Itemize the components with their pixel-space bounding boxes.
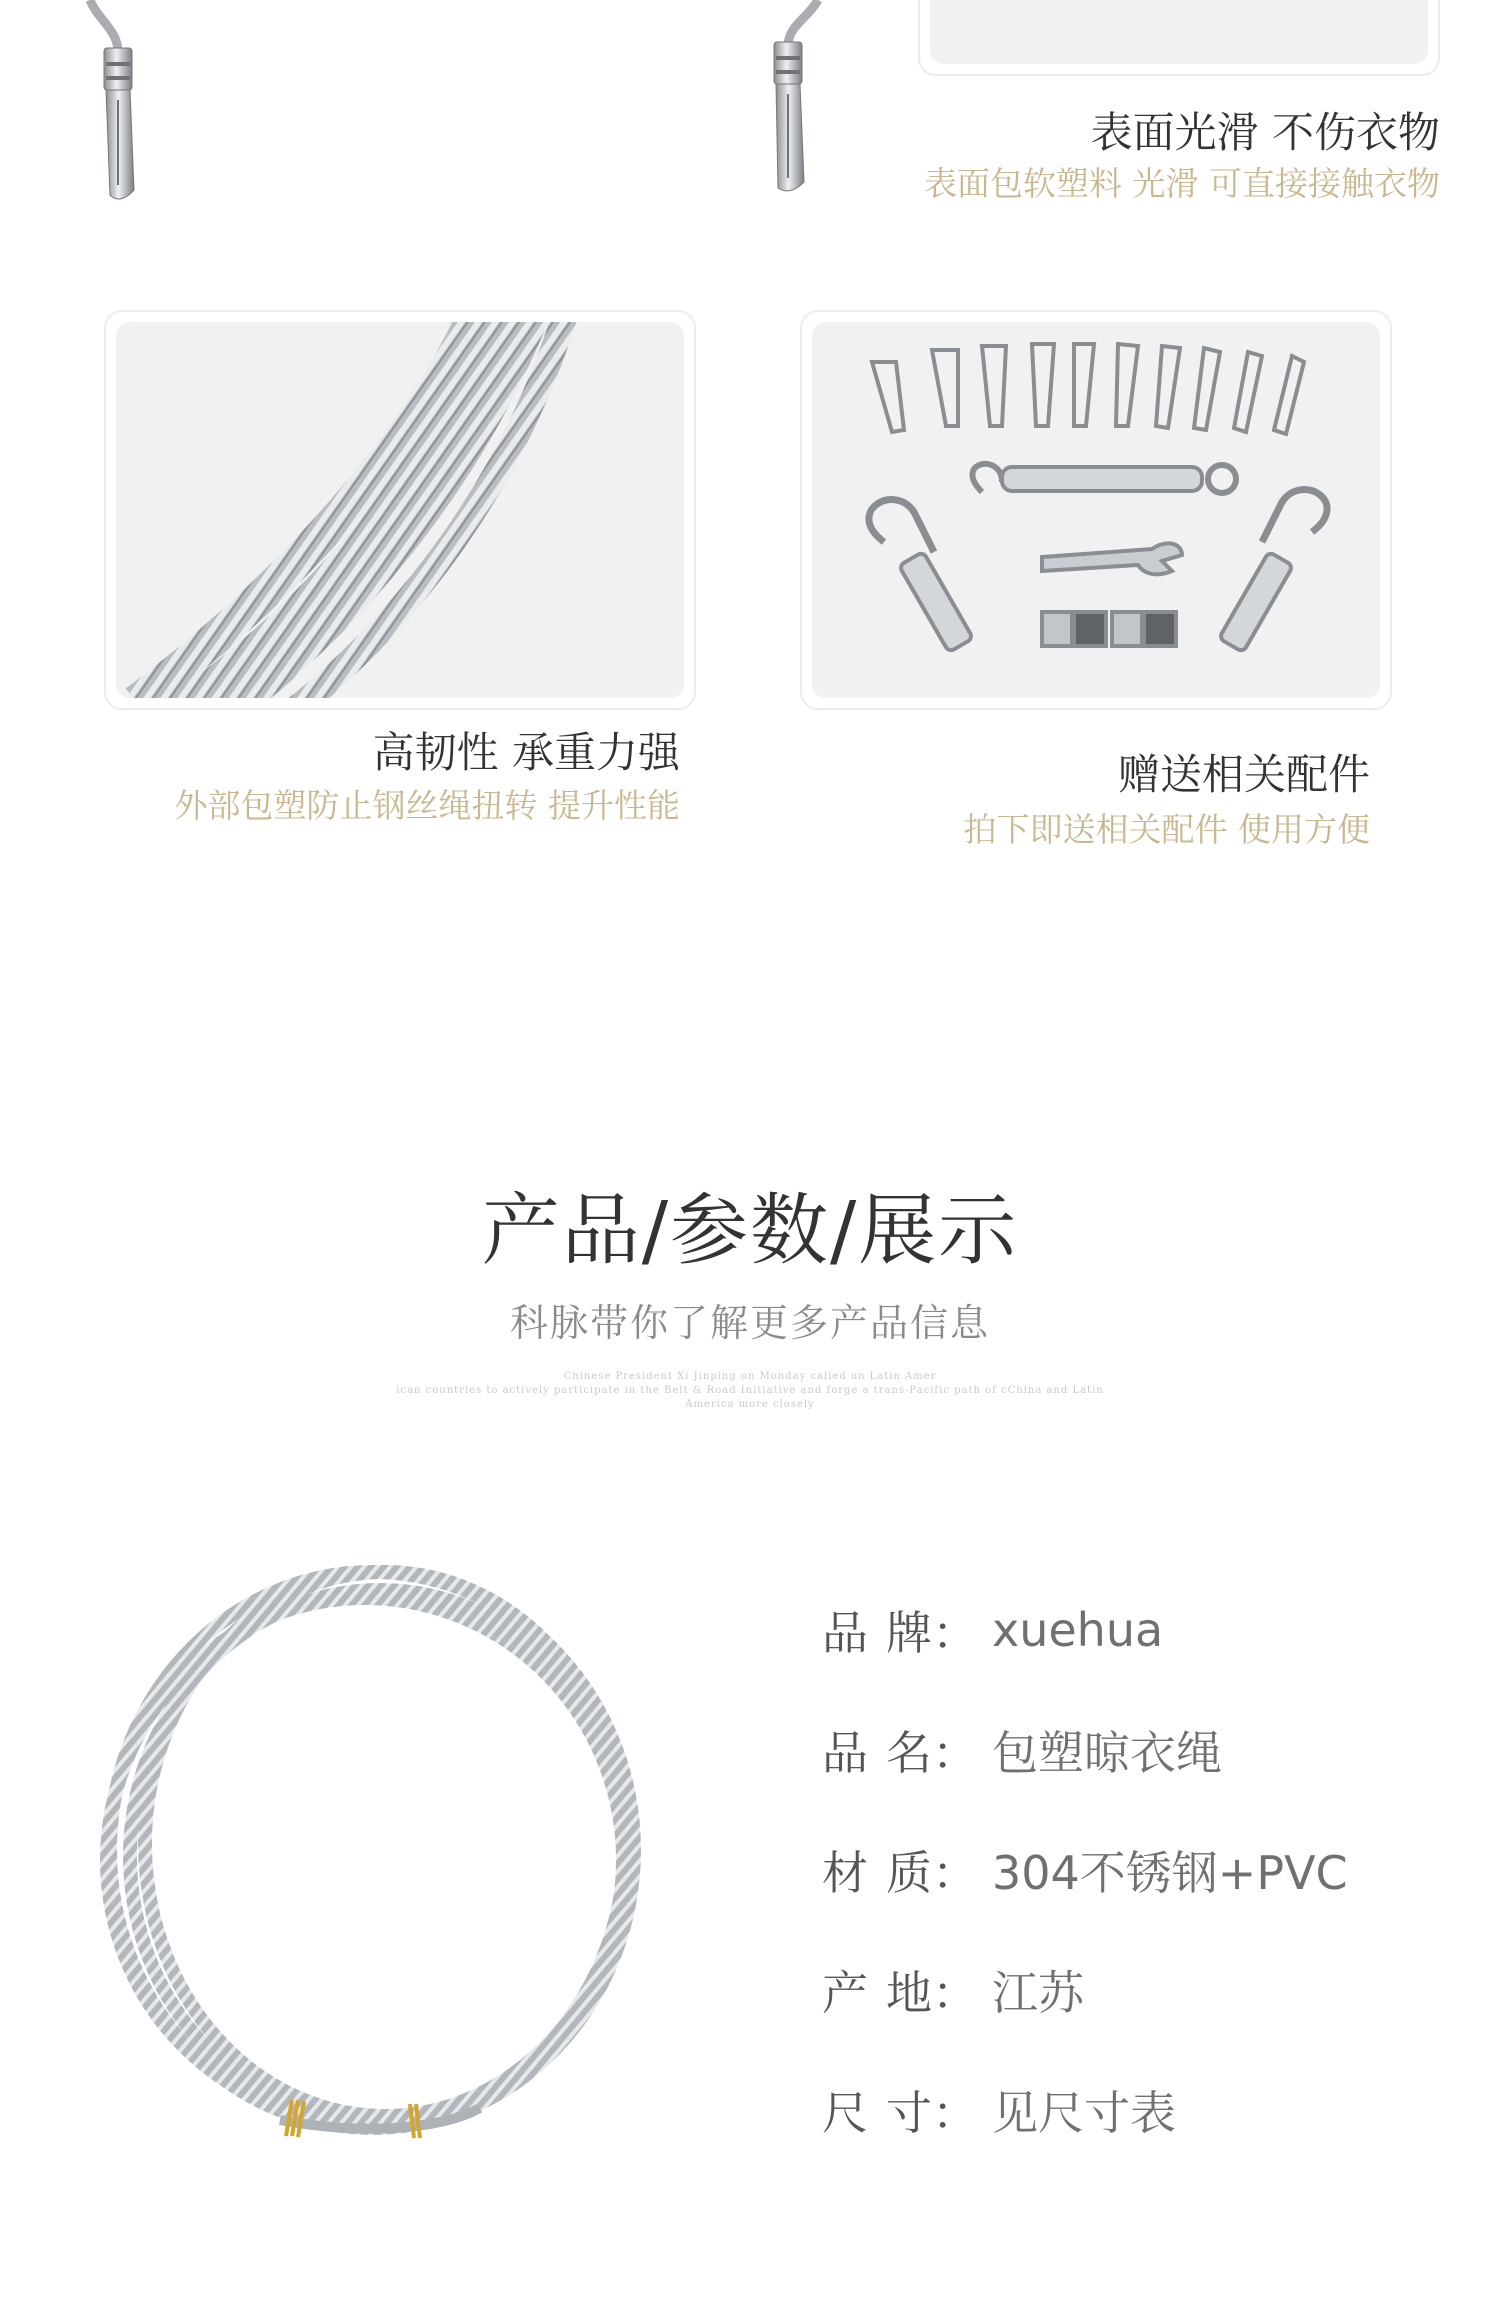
spec-value-product-name: 包塑晾衣绳 [992,1726,1222,1780]
feature-subtitle-high-toughness: 外部包塑防止钢丝绳扭转 提升性能 [174,786,680,825]
spec-value-brand: xuehua [992,1603,1164,1657]
spec-row-size [822,2080,1176,2140]
hook-bolt-image-left [60,0,170,210]
spec-colon: ： [932,2086,978,2140]
feature-image-frame-top-right [918,0,1440,76]
spec-key: 品 名 [822,1726,932,1780]
spec-row-origin [822,1960,1084,2020]
spec-row-material [822,1840,1348,1900]
spec-colon: ： [932,1606,978,1660]
feature-image-frame-accessories [800,310,1392,710]
feature-title-high-toughness: 高韧性 承重力强 [372,728,680,777]
spec-value-size: 见尺寸表 [992,2086,1176,2140]
fine-print-block [0,1370,1500,1412]
section-title: 产品/参数/展示 [481,1186,1019,1276]
section-subtitle: 科脉带你了解更多产品信息 [509,1301,990,1345]
wire-rope-closeup-image [116,322,684,698]
spec-row-brand [822,1600,1163,1660]
feature-image-placeholder [930,0,1428,64]
spec-key: 尺 寸 [822,2086,932,2140]
spec-colon: ： [932,1846,978,1900]
spec-key: 产 地 [822,1966,932,2020]
spec-value-material: 304不锈钢+PVC [992,1846,1348,1900]
spec-value-origin: 江苏 [992,1966,1084,2020]
spec-colon: ： [932,1726,978,1780]
spec-key: 品 牌 [822,1606,932,1660]
accessories-image [812,322,1380,698]
fine-print-line: Chinese President Xi Jinping on Monday called on Latin Amer [563,1371,937,1382]
hook-bolt-image-right [748,0,858,200]
clothespin-row [872,344,1304,434]
feature-title-accessories: 赠送相关配件 [1117,750,1370,799]
feature-image-frame-wire-rope [104,310,696,710]
fine-print-line: ican countries to actively participate in the Belt & Road Initiative and forge a trans-Pacific path of cChina and Latin [396,1385,1104,1396]
spec-colon: ： [932,1966,978,2020]
feature-subtitle-smooth-surface: 表面包软塑料 光滑 可直接接触衣物 [924,164,1440,203]
spec-row-product-name [822,1720,1222,1780]
fine-print-line: America more closely [685,1399,815,1410]
feature-subtitle-accessories: 拍下即送相关配件 使用方便 [963,810,1370,849]
feature-title-smooth-surface: 表面光滑 不伤衣物 [1090,108,1440,157]
spec-key: 材 质 [822,1846,932,1900]
coiled-wire-rope-image [80,1560,680,2170]
